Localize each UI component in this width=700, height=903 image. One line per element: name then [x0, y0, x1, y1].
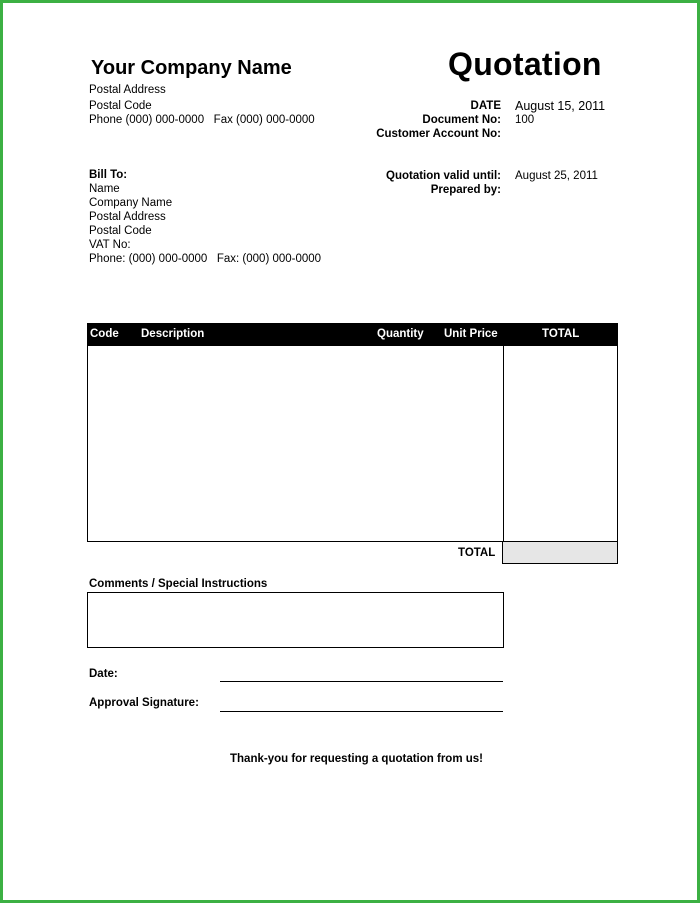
approval-date-label: Date: — [89, 668, 118, 680]
col-quantity: Quantity — [377, 328, 424, 340]
comments-input[interactable] — [87, 592, 504, 648]
bill-to-postal-address: Postal Address — [89, 211, 166, 223]
col-code: Code — [90, 328, 119, 340]
comments-label: Comments / Special Instructions — [89, 578, 268, 590]
total-label: TOTAL — [458, 547, 496, 559]
bill-to-vat: VAT No: — [89, 239, 131, 251]
valid-until-value: August 25, 2011 — [515, 170, 598, 182]
date-value: August 15, 2011 — [515, 99, 606, 113]
document-no-value: 100 — [515, 114, 535, 126]
col-unit-price: Unit Price — [444, 328, 498, 340]
bill-to-postal-code: Postal Code — [89, 225, 152, 237]
col-total: TOTAL — [542, 328, 580, 340]
thank-you-message: Thank-you for requesting a quotation from us! — [230, 753, 483, 765]
company-postal-address: Postal Address — [89, 84, 166, 96]
approval-signature-label: Approval Signature: — [89, 697, 199, 709]
bill-to-name: Name — [89, 183, 120, 195]
total-value-cell[interactable] — [502, 542, 618, 564]
company-phone-fax: Phone (000) 000-0000 Fax (000) 000-0000 — [89, 114, 315, 126]
items-table-header — [88, 324, 617, 346]
prepared-by-label: Prepared by: — [430, 184, 501, 196]
company-postal-code: Postal Code — [89, 100, 152, 112]
items-table — [87, 323, 618, 542]
company-name: Your Company Name — [91, 57, 292, 79]
customer-account-label: Customer Account No: — [376, 128, 501, 140]
page-title: Quotation — [448, 46, 602, 82]
col-description: Description — [141, 328, 205, 340]
date-label: DATE — [470, 100, 501, 112]
document-no-label: Document No: — [422, 114, 501, 126]
total-column-divider — [503, 346, 504, 542]
bill-to-company: Company Name — [89, 197, 173, 209]
bill-to-phone-fax: Phone: (000) 000-0000 Fax: (000) 000-0000 — [89, 253, 322, 265]
valid-until-label: Quotation valid until: — [386, 170, 501, 182]
bill-to-heading: Bill To: — [89, 169, 128, 181]
approval-date-line[interactable] — [220, 681, 503, 682]
approval-signature-line[interactable] — [220, 711, 503, 712]
